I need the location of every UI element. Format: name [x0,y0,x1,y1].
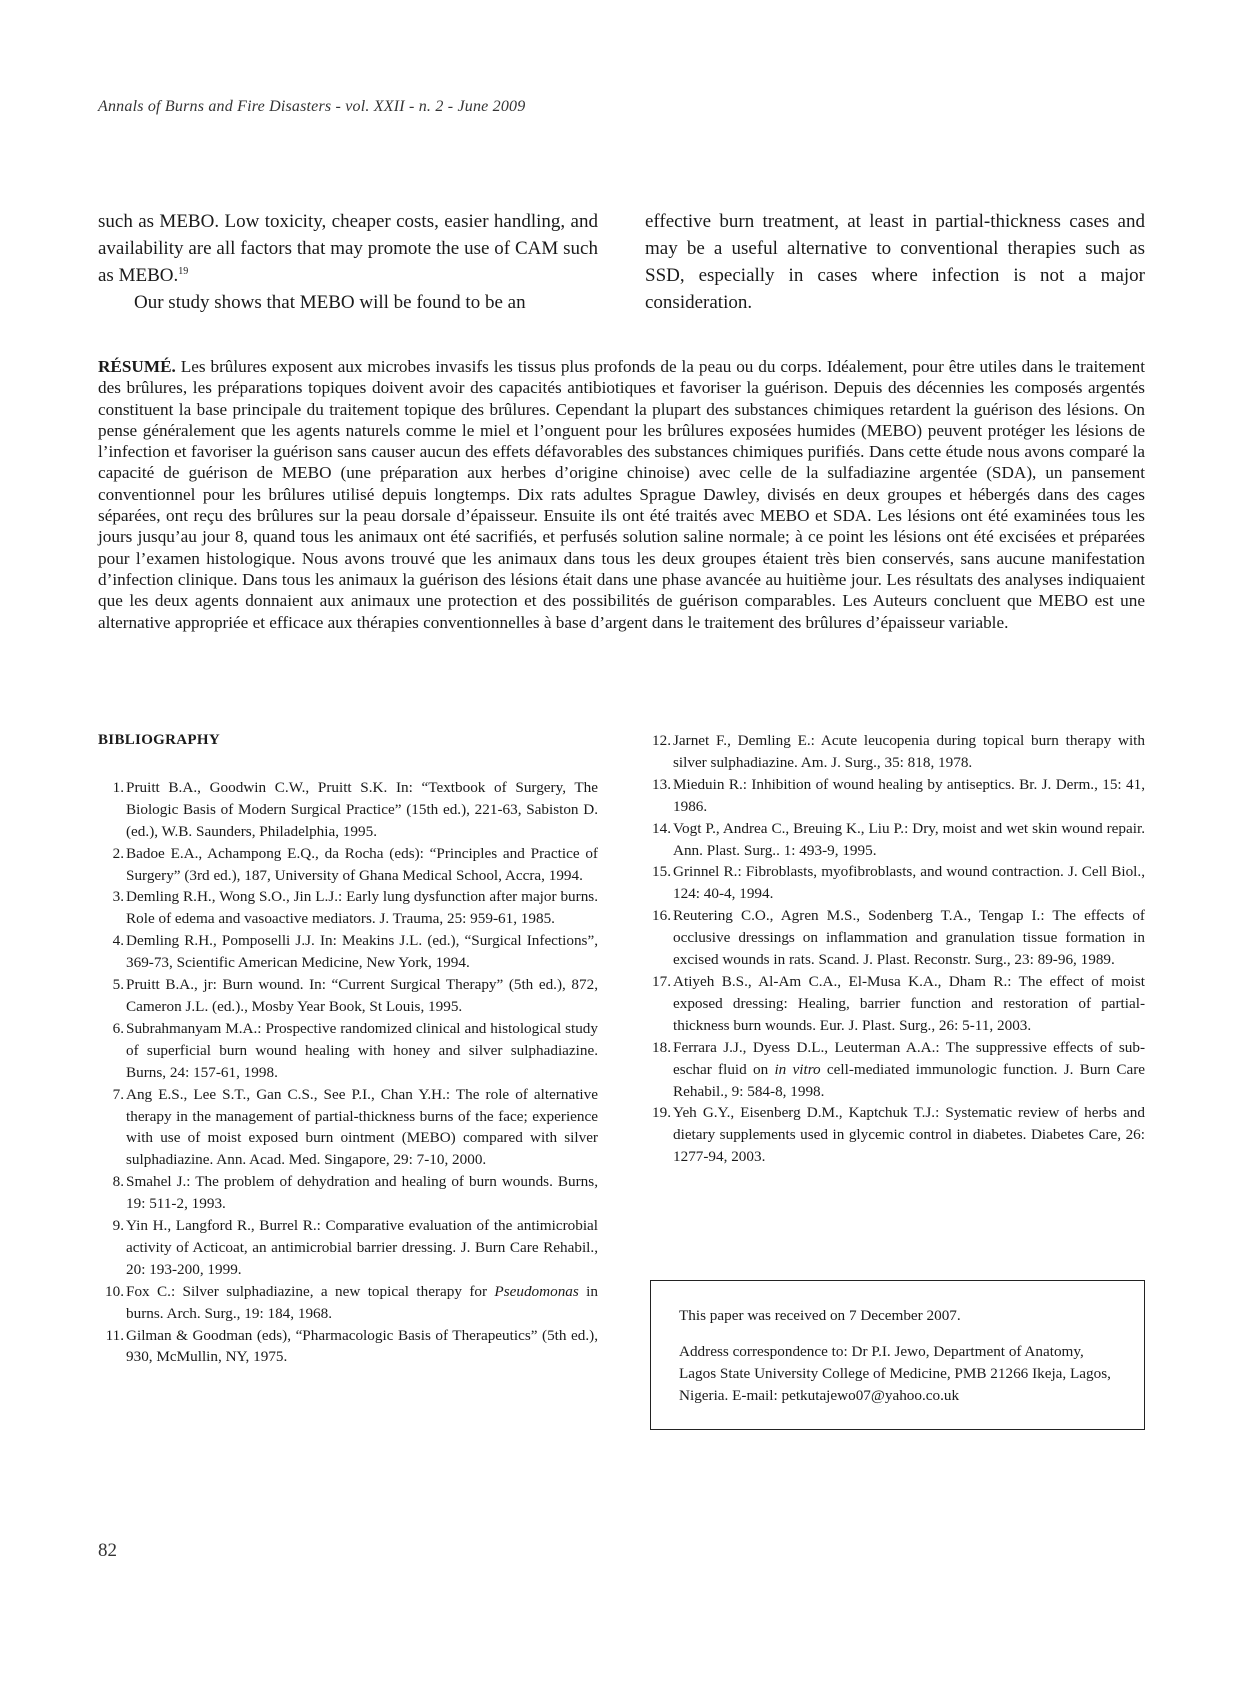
reference-number: 18. [652,1038,671,1056]
intro-left-column [98,208,598,316]
reference-text: Smahel J.: The problem of dehydration and healing of burn wounds. Burns, 19: 511-2, 1993. [126,1173,598,1213]
reference-item [98,1215,598,1281]
reference-number: 11. [105,1326,124,1344]
intro-section [98,208,1145,316]
intro-paragraph-2: Our study shows that MEBO will be found to be an [134,292,526,313]
reference-item [98,1018,598,1084]
reference-item [98,974,598,1018]
reference-italic-term: Pseudomonas [494,1282,579,1300]
reference-item [98,1325,598,1369]
reference-text: Demling R.H., Pomposelli J.J. In: Meakins J.L. (ed.), “Surgical Infections”, 369-73, Scientific American Medicine, New York, 1994. [126,932,598,972]
reference-number: 12. [652,732,671,749]
resume-abstract [98,356,1145,633]
reference-text: Yin H., Langford R., Burrel R.: Comparative evaluation of the antimicrobial activity of Acticoat, an antimicrobial barrier dressing. J. Burn Care Rehabil., 20: 193-200, 1999. [126,1217,598,1278]
reference-number: 1. [112,778,124,796]
reference-item [645,971,1145,1037]
reference-italic-term: in vitro [774,1060,821,1078]
correspondence-box [650,1280,1145,1430]
reference-item [98,777,598,843]
reference-number: 4. [112,932,124,950]
intro-paragraph-3: effective burn treatment, at least in partial-thickness cases and may be a useful alternative to conventional therapies such as SSD, especially in cases where infection is not a major consideration. [645,211,1145,313]
reference-text: Vogt P., Andrea C., Breuing K., Liu P.: Dry, moist and wet skin wound repair. Ann. Plast. Surg.. 1: 493-9, 1995. [673,819,1145,859]
reference-text: Badoe E.A., Achampong E.Q., da Rocha (eds): “Principles and Practice of Surgery” (3rd ed.), 187, University of Ghana Medical School, Accra, 1994. [126,844,598,884]
bibliography-right-column [645,730,1145,1368]
running-head: Annals of Burns and Fire Disasters - vol. XXII - n. 2 - June 2009 [98,98,526,115]
intro-paragraph-1-text: such as MEBO. Low toxicity, cheaper costs, easier handling, and availability are all factors that may promote the use of CAM such as MEBO. [98,211,598,286]
reference-text: Yeh G.Y., Eisenberg D.M., Kaptchuk T.J.: Systematic review of herbs and dietary supplements used in glycemic control in diabetes. Diabetes Care, 26: 1277-94, 2003. [673,1104,1145,1166]
reference-number: 5. [112,976,124,994]
reference-number: 8. [112,1173,124,1191]
reference-item [98,843,598,887]
reference-text-part: Ferrara J.J., Dyess D.L., Leuterman A.A.: The suppressive effects of sub-eschar fluid on [673,1038,1145,1078]
reference-text [126,1281,598,1325]
reference-item [645,1037,1145,1103]
reference-number: 2. [112,844,124,862]
reference-item [645,774,1145,818]
reference-text: Demling R.H., Wong S.O., Jin L.J.: Early lung dysfunction after major burns. Role of edema and vasoactive mediators. J. Trauma, 25: 959-61, 1985. [126,888,598,928]
reference-number: 6. [112,1019,124,1037]
bibliography-section [98,730,1145,1368]
intro-right-column [645,208,1145,316]
reference-number: 10. [105,1282,124,1300]
reference-number: 15. [652,863,671,881]
reference-text-part: cell-mediated immunologic function. J. Burn Care Rehabil., 9: 584-8, 1998. [673,1060,1145,1100]
reference-item [645,818,1145,862]
reference-number: 16. [652,907,671,925]
intro-paragraph-1 [98,208,598,289]
reference-text: Pruitt B.A., Goodwin C.W., Pruitt S.K. In: “Textbook of Surgery, The Biologic Basis of Modern Surgical Practice” (15th ed.), 221-63, Sabiston D. (ed.), W.B. Saunders, Philadelphia, 1995. [126,778,598,840]
bibliography-left-column [98,730,598,1368]
reference-item [98,1171,598,1215]
reference-item [98,886,598,930]
reference-text: Gilman & Goodman (eds), “Pharmacologic Basis of Therapeutics” (5th ed.), 930, McMullin, NY, 1975. [126,1326,598,1366]
reference-text: Pruitt B.A., jr: Burn wound. In: “Current Surgical Therapy” (5th ed.), 872, Cameron J.L. (ed.)., Mosby Year Book, St Louis, 1995. [126,976,598,1015]
reference-text: Jarnet F., Demling E.: Acute leucopenia during topical burn therapy with silver sulphadiazine. Am. J. Surg., 35: 818, 1978. [673,732,1145,771]
reference-item [645,730,1145,774]
reference-number: 17. [652,972,671,990]
reference-number: 7. [112,1085,124,1103]
correspondence-address: Address correspondence to: Dr P.I. Jewo, Department of Anatomy, Lagos State University College of Medicine, PMB 21266 Ikeja, Lagos, Nigeria. E-mail: petkutajewo07@yahoo.co.uk [679,1343,1111,1404]
reference-number: 3. [112,888,124,906]
reference-text: Mieduin R.: Inhibition of wound healing by antiseptics. Br. J. Derm., 15: 41, 1986. [673,775,1145,815]
reference-text: Grinnel R.: Fibroblasts, myofibroblasts, and wound contraction. J. Cell Biol., 124: 40-4, 1994. [673,863,1145,903]
citation-superscript: 19 [178,266,189,277]
reference-item [98,930,598,974]
received-date: This paper was received on 7 December 2007. [679,1307,961,1324]
reference-number: 13. [652,775,671,793]
reference-item [645,1102,1145,1168]
reference-text [673,1037,1145,1103]
resume-heading: RÉSUMÉ. [98,357,176,376]
reference-text: Reutering C.O., Agren M.S., Sodenberg T.A., Tengap I.: The effects of occlusive dressings on inflammation and granulation tissue formation in excised wounds in rats. Scand. J. Plast. Reconstr. Surg., 23: 89-96, 1989. [673,907,1145,969]
resume-text: Les brûlures exposent aux microbes invasifs les tissus plus profonds de la peau ou du corps. Idéalement, pour être utiles dans le traitement des brûlures, les préparations topiques doivent avoir des capacités antibiotiques et favoriser la guérison. Depuis des décennies les composés argentés constituent la base principale du traitement topique des brûlures. Cependant la plupart des substances chimiques retardent la guérison des lésions. On pense généralement que les agents naturels comme le miel et l’onguent pour les brûlures exposées humides (MEBO) peuvent protéger les lésions de l’infection et favoriser la guérison sans causer aucun des effets défavorables des substances chimiques purifiés. Dans cette étude nous avons comparé la capacité de guérison de MEBO (une préparation aux herbes d’origine chinoise) avec celle de la sulfadiazine argentée (SDA), un pansement conventionnel pour les brûlures utilisé depuis longtemps. Dix rats adultes Sprague Dawley, divisés en deux groupes et hébergés dans des cages séparées, ont reçu des brûlures sur la peau dorsale d’épaisseur. Ensuite ils ont été traités avec MEBO et SDA. Les lésions ont été examinées tous les jours jusqu’au jour 8, quand tous les animaux ont été sacrifiés, et perfusés solution saline normale; à ce point les lésions ont été excisées et préparées pour l’examen histologique. Nous avons trouvé que les animaux dans tous les deux groupes étaient très bien conservés, sans aucune manifestation d’infection clinique. Dans tous les animaux la guérison des lésions était dans une phase avancée au huitième jour. Les résultats des analyses indiquaient que les deux agents donnaient aux animaux une protection et des possibilités de guérison comparables. Les Auteurs concluent que MEBO est une alternative appropriée et efficace aux thérapies conventionnelles à base d’argent dans le traitement des brûlures d’épaisseur variable. [98,357,1145,632]
reference-number: 14. [652,819,671,837]
page-number: 82 [98,1540,117,1561]
reference-text: Subrahmanyam M.A.: Prospective randomized clinical and histological study of superficial burn wound healing with honey and silver sulphadiazine. Burns, 24: 157-61, 1998. [126,1019,598,1081]
reference-number: 9. [112,1217,124,1235]
reference-item [645,861,1145,905]
reference-item [98,1084,598,1172]
bibliography-title: BIBLIOGRAPHY [98,732,220,748]
reference-number: 19. [652,1104,671,1122]
reference-text-part: in burns. Arch. Surg., 19: 184, 1968. [126,1282,598,1322]
reference-item [645,905,1145,971]
reference-item [98,1281,598,1325]
reference-text-part: Fox C.: Silver sulphadiazine, a new topical therapy for [126,1282,495,1300]
reference-text: Atiyeh B.S., Al-Am C.A., El-Musa K.A., Dham R.: The effect of moist exposed dressing: Healing, barrier function and restoration of partial-thickness burn wounds. Eur. J. Plast. Surg., 26: 5-11, 2003. [673,972,1145,1034]
reference-text: Ang E.S., Lee S.T., Gan C.S., See P.I., Chan Y.H.: The role of alternative therapy in the management of partial-thickness burns of the face; experience with use of moist exposed burn ointment (MEBO) compared with silver sulphadiazine. Ann. Acad. Med. Singapore, 29: 7-10, 2000. [126,1085,598,1169]
